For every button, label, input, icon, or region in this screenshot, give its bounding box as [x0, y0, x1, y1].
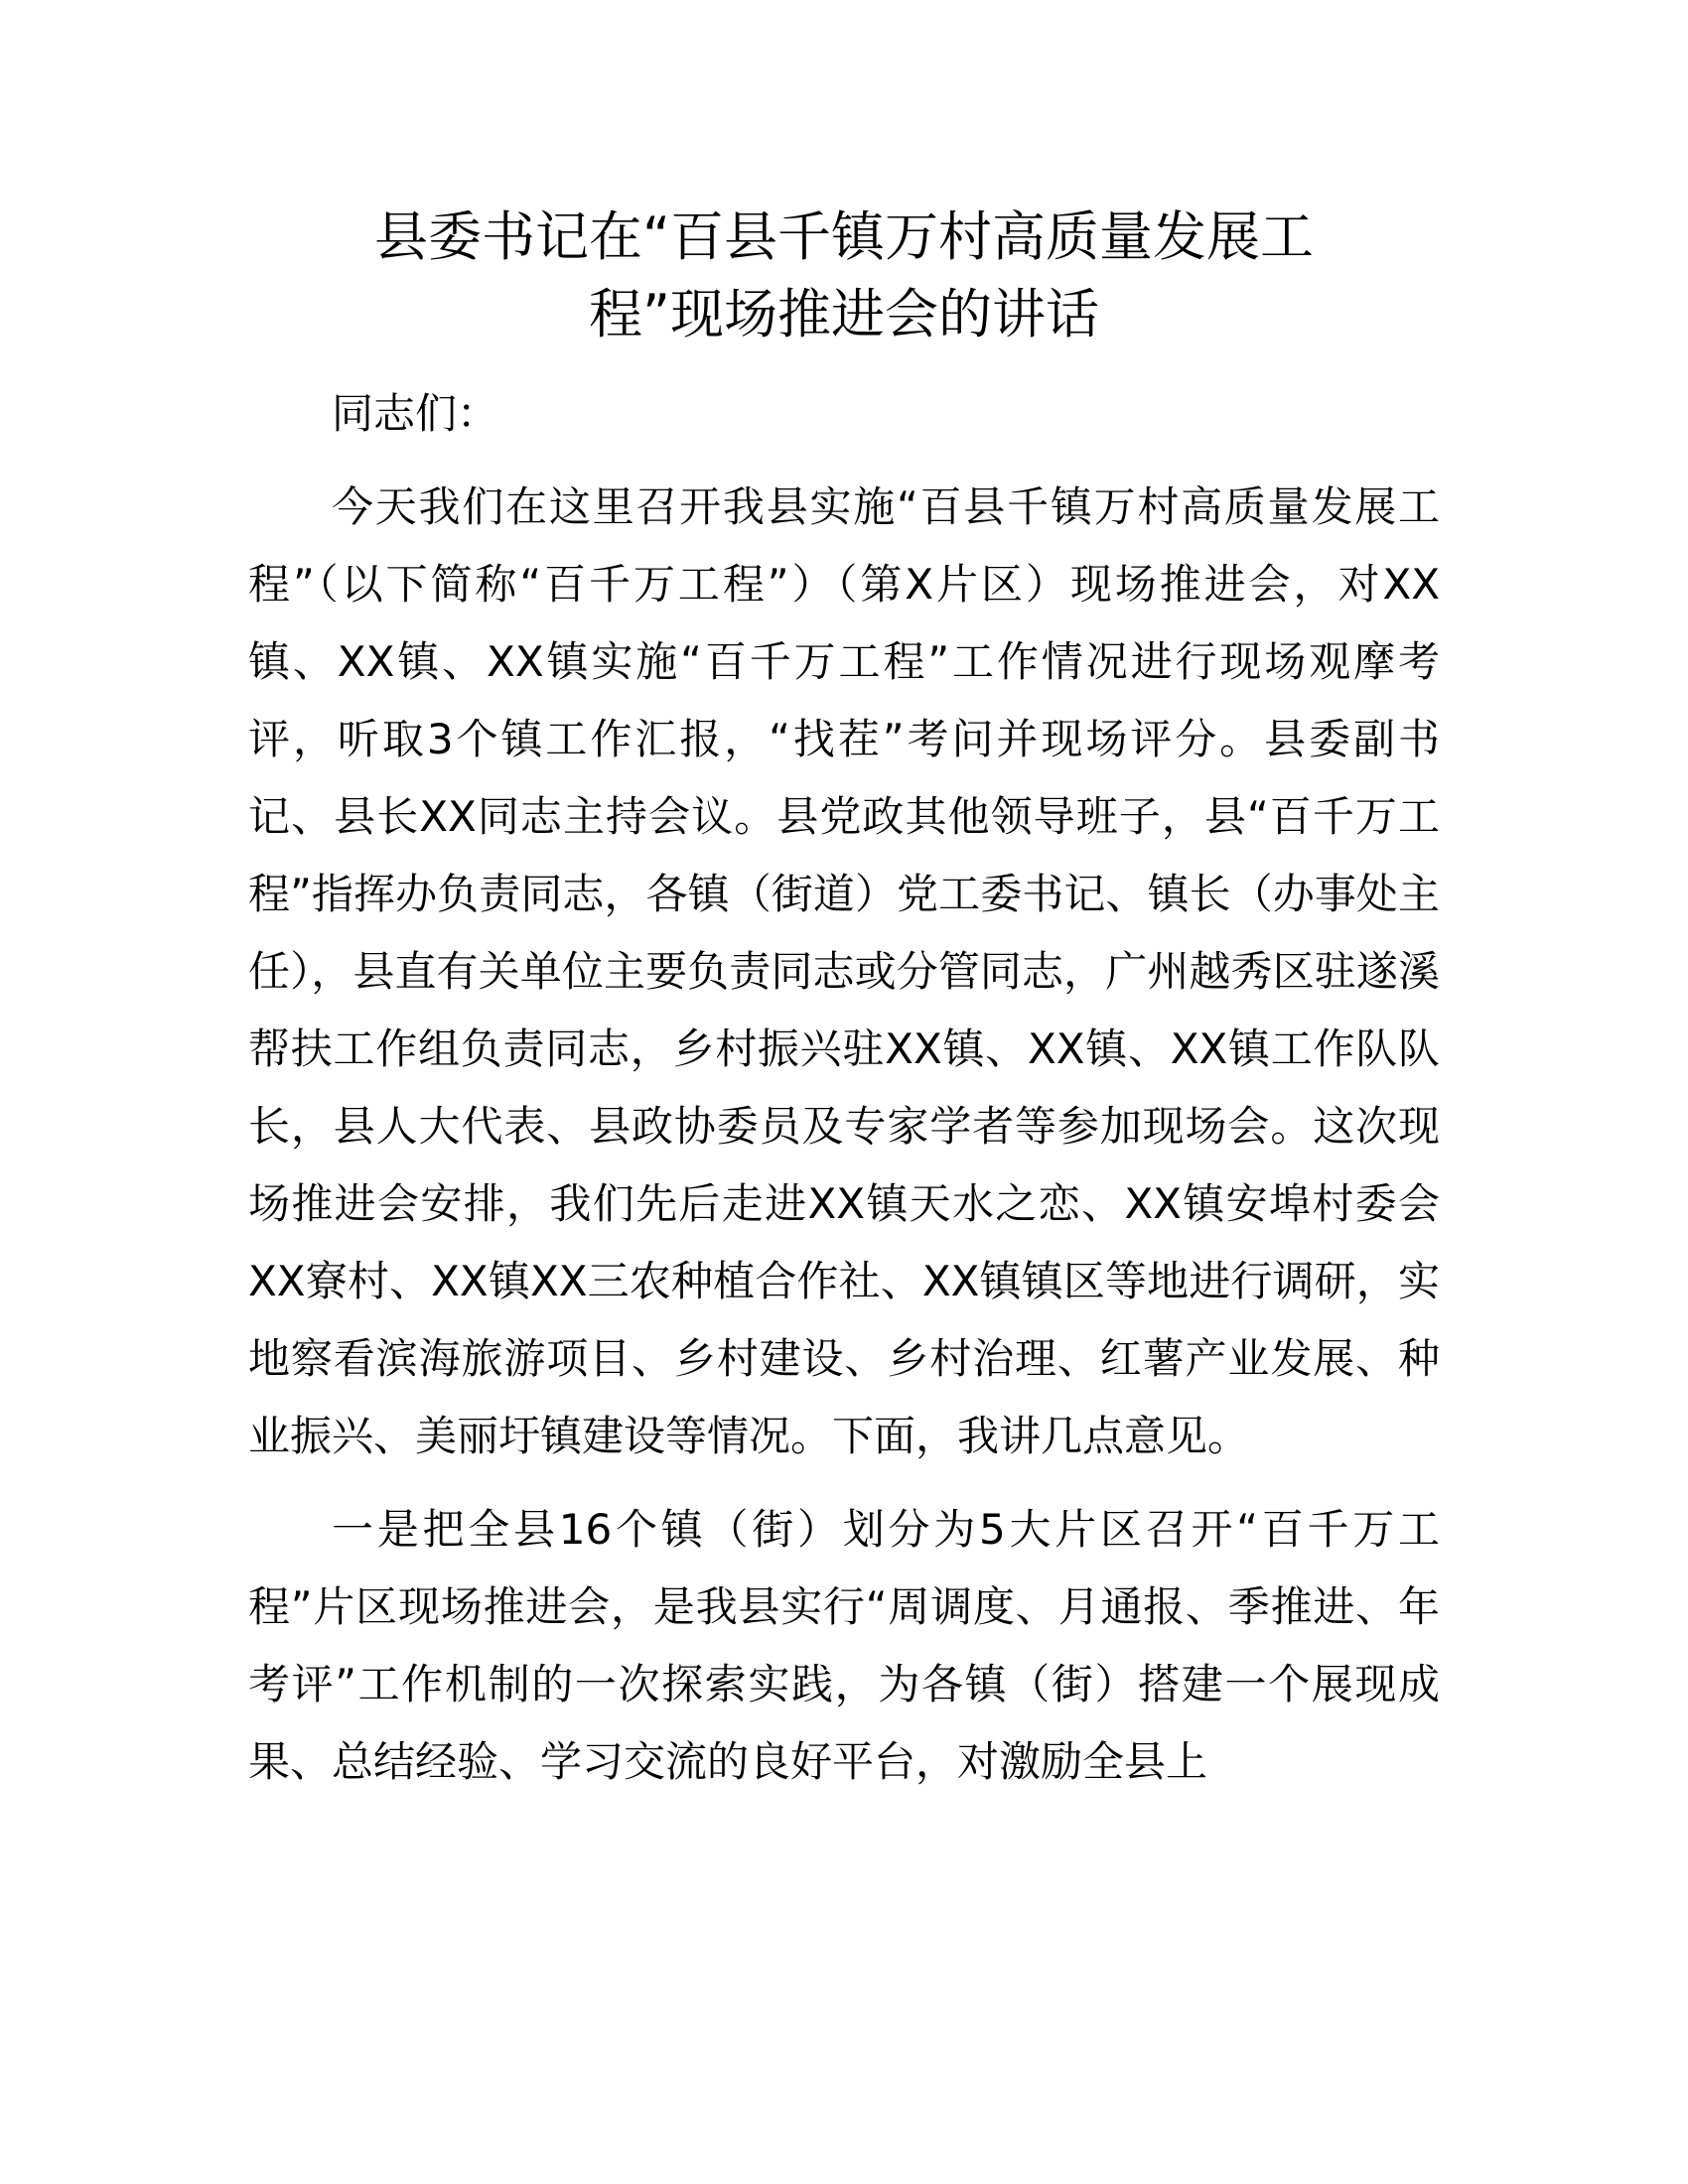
document-title	[248, 199, 1440, 353]
title-line-1: 县委书记在“百县千镇万村高质量发展工	[374, 205, 1314, 268]
paragraph-2: 一是把全县16个镇（街）划分为5大片区召开“百千万工程”片区现场推进会，是我县实行“周调度、月通报、季推进、年考评”工作机制的一次探索实践，为各镇（街）搭建一个展现成果、总结经验、学习交流的良好平台，对激励全县上	[248, 1505, 1440, 1786]
title-line-2: 程”现场推进会的讲话	[589, 283, 1099, 345]
paragraph-1: 今天我们在这里召开我县实施“百县千镇万村高质量发展工程”（以下简称“百千万工程”）（第X片区）现场推进会，对XX镇、XX镇、XX镇实施“百千万工程”工作情况进行现场观摩考评，听取3个镇工作汇报，“找茬”考问并现场评分。县委副书记、县长XX同志主持会议。县党政其他领导班子，县“百千万工程”指挥办负责同志，各镇（街道）党工委书记、镇长（办事处主任），县直有关单位主要负责同志或分管同志，广州越秀区驻遂溪帮扶工作组负责同志，乡村振兴驻XX镇、XX镇、XX镇工作队队长，县人大代表、县政协委员及专家学者等参加现场会。这次现场推进会安排，我们先后走进XX镇天水之恋、XX镇安埠村委会XX寮村、XX镇XX三农种植合作社、XX镇镇区等地进行调研，实地察看滨海旅游项目、乡村建设、乡村治理、红薯产业发展、种业振兴、美丽圩镇建设等情况。下面，我讲几点意见。	[248, 482, 1440, 1460]
greeting: 同志们：	[332, 389, 499, 438]
document-page	[248, 199, 1440, 1801]
